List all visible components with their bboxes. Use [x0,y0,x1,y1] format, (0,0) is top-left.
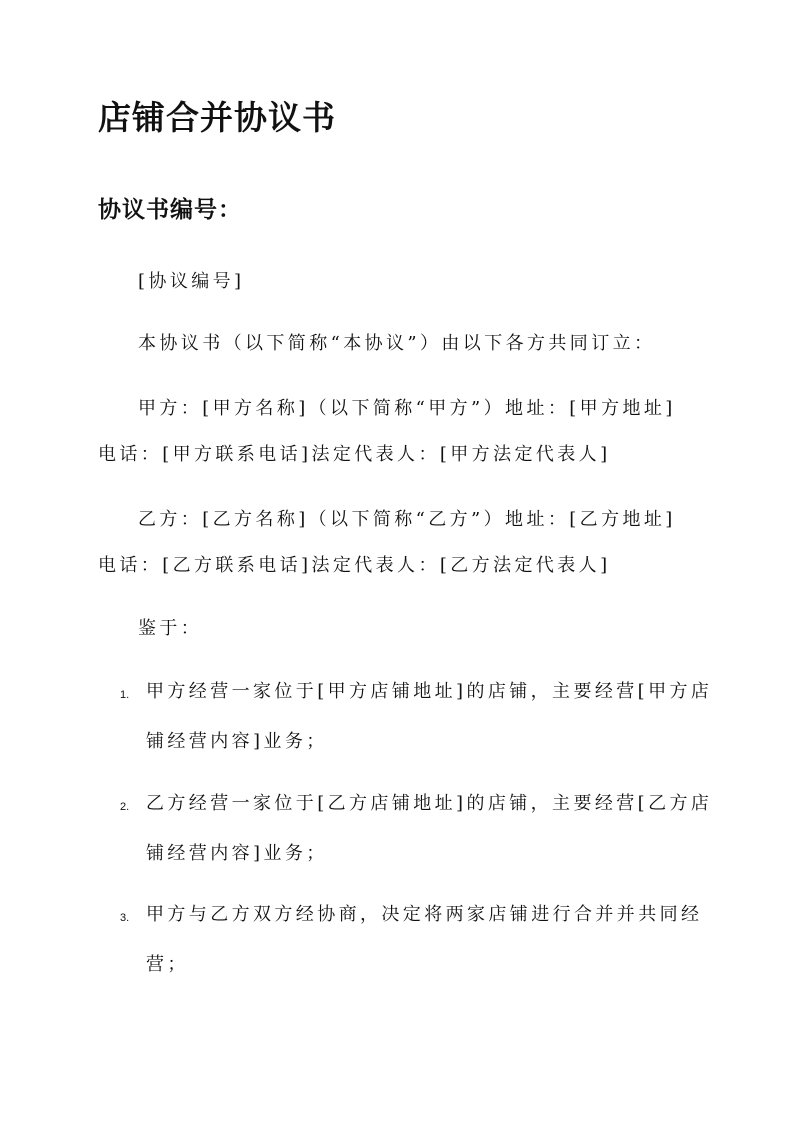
recital-text-line-2: 铺经营内容]业务； [146,843,328,864]
agreement-number-heading: 协议书编号： [98,196,242,223]
recital-number: 3. [120,912,130,924]
recital-text-line-1: 甲方与乙方双方经协商，决定将两家店铺进行合并并共同经 [146,904,703,925]
party-b-line-2: 电话：[乙方联系电话]法定代表人：[乙方法定代表人] [98,555,611,576]
recital-item [120,678,720,778]
agreement-number-placeholder: [协议编号] [138,271,245,292]
recital-number: 1. [120,689,130,701]
party-a-line-2: 电话：[甲方联系电话]法定代表人：[甲方法定代表人] [98,444,611,465]
document-title: 店铺合并协议书 [98,98,336,137]
recital-text-line-2: 营； [146,954,189,975]
party-b-line-1: 乙方：[乙方名称]（以下简称“乙方”）地址：[乙方地址] [138,509,676,530]
recital-item [120,790,720,890]
party-a-line-1: 甲方：[甲方名称]（以下简称“甲方”）地址：[甲方地址] [138,398,676,419]
recital-number: 2. [120,801,130,813]
recital-text-line-2: 铺经营内容]业务； [146,731,328,752]
whereas-label: 鉴于： [138,618,203,639]
intro-paragraph: 本协议书（以下简称“本协议”）由以下各方共同订立： [138,333,656,354]
recital-item [120,901,720,1001]
recital-text-line-1: 乙方经营一家位于[乙方店铺地址]的店铺，主要经营[乙方店 [146,793,713,814]
recital-text-line-1: 甲方经营一家位于[甲方店铺地址]的店铺，主要经营[甲方店 [146,681,713,702]
